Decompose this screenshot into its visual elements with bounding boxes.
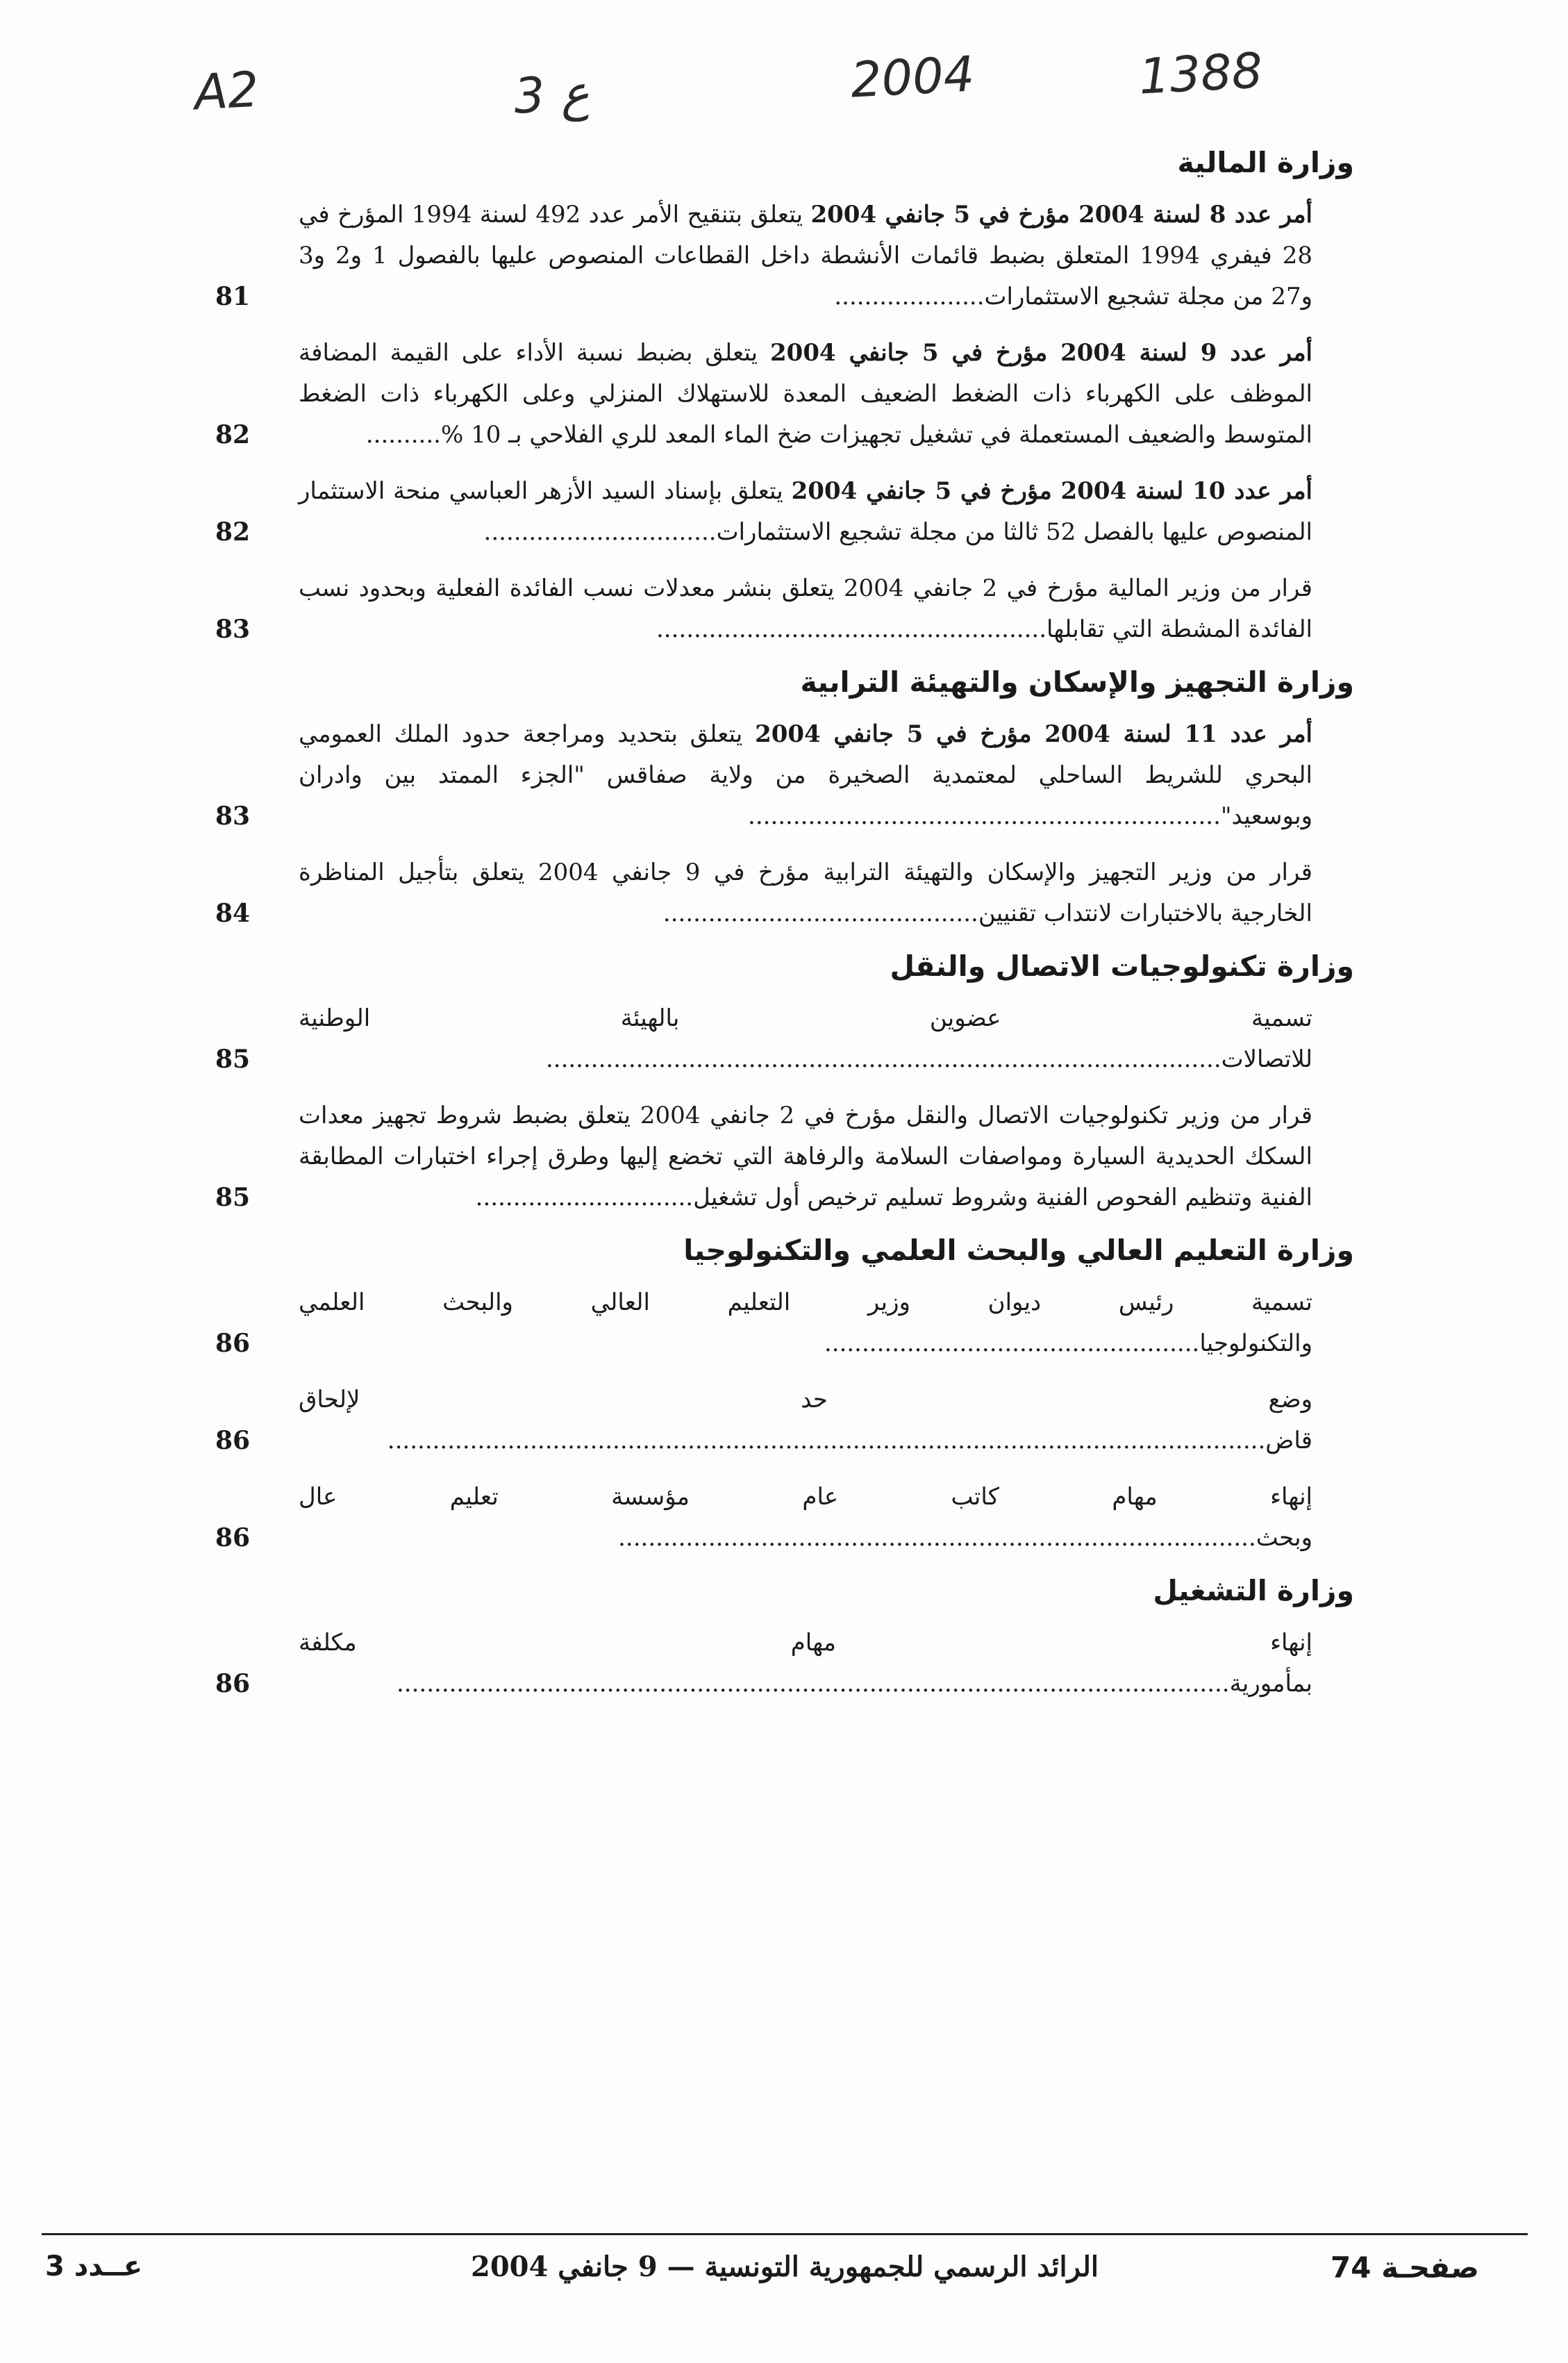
entry-page-number: 82 [215, 517, 251, 547]
toc-entry [187, 1623, 1354, 1705]
entry-text [299, 1379, 1312, 1461]
entry-text [299, 1095, 1312, 1218]
handwritten-note-3: 2004 [849, 45, 976, 109]
dot-leader: ............................................................... [748, 802, 1221, 830]
entry-text [299, 471, 1312, 553]
entry-text [299, 852, 1312, 934]
handwritten-note-1: A2 [192, 60, 260, 122]
entry-page-number: 86 [215, 1329, 251, 1358]
entry-description: يتعلق بتحديد ومراجعة حدود الملك العمومي البحري للشريط الساحلي لمعتمدية الصخيرة من ولاية صفاقس "الجزء الممتد بين وادران وبوسعيد" [299, 720, 1312, 830]
entry-description: يتعلق بضبط نسبة الأداء على القيمة المضافة الموظف على الكهرباء ذات الضغط الضعيف المعدة للاستهلاك المنزلي وعلى الكهرباء ذات الضغط المتوسط والضعيف المستعملة في تشغيل تجهيزات ضخ الماء المعد للري الفلاحي بـ 10 % [299, 339, 1312, 449]
table-of-contents [187, 146, 1354, 1720]
dot-leader: .......... [365, 421, 441, 449]
entry-text [299, 1282, 1312, 1364]
toc-entry [187, 1095, 1354, 1218]
entry-description: قرار من وزير التجهيز والإسكان والتهيئة الترابية مؤرخ في 9 جانفي 2004 يتعلق بتأجيل المناظرة الخارجية بالاختبارات لانتداب تقنيين [299, 859, 1313, 927]
dot-leader: .......................................................................................... [545, 1045, 1221, 1073]
entry-page-number: 81 [215, 282, 251, 311]
page-footer [42, 2250, 1528, 2299]
ministry-title: وزارة المالية [1177, 146, 1354, 179]
ministry-title: وزارة التعليم العالي والبحث العلمي والتكنولوجيا [683, 1234, 1354, 1267]
dot-leader: ............................... [483, 518, 717, 546]
dot-leader: .................... [834, 283, 985, 310]
entry-text [299, 1477, 1312, 1559]
entry-text [299, 194, 1312, 317]
entry-description: إنهاء مهام كاتب عام مؤسسة تعليم عال وبحث [299, 1483, 1312, 1552]
dot-leader: ..................................................................................................................... [387, 1427, 1266, 1454]
decree-reference: أمر عدد 8 لسنة 2004 مؤرخ في 5 جانفي 2004 [810, 201, 1312, 229]
ministry-title: وزارة التجهيز والإسكان والتهيئة الترابية [800, 665, 1354, 699]
entry-text [299, 568, 1312, 650]
entry-page-number: 86 [215, 1523, 251, 1552]
footer-divider [42, 2233, 1528, 2235]
dot-leader: .......................................... [662, 899, 978, 927]
ministry-section [187, 1234, 1354, 1559]
toc-entry [187, 471, 1354, 553]
page-number: صفحـة 74 [1331, 2250, 1479, 2285]
entry-text [299, 998, 1312, 1080]
toc-entry [187, 998, 1354, 1080]
ministry-section [187, 146, 1354, 650]
entry-description: تسمية عضوين بالهيئة الوطنية للاتصالات [299, 1004, 1312, 1073]
decree-reference: أمر عدد 11 لسنة 2004 مؤرخ في 5 جانفي 2004 [755, 720, 1312, 748]
entry-description: إنهاء مهام مكلفة بمأمورية [299, 1629, 1312, 1698]
entry-page-number: 85 [215, 1183, 251, 1212]
ministry-title: وزارة التشغيل [1153, 1574, 1354, 1607]
entry-page-number: 83 [215, 802, 251, 831]
entry-description: يتعلق بإسناد السيد الأزهر العباسي منحة الاستثمار المنصوص عليها بالفصل 52 ثالثا من مجلة تشجيع الاستثمارات [299, 477, 1312, 546]
handwritten-note-4: 1388 [1137, 42, 1265, 106]
entry-page-number: 86 [215, 1669, 251, 1698]
dot-leader: .................................................. [824, 1329, 1200, 1357]
toc-entry [187, 333, 1354, 456]
entry-page-number: 86 [215, 1426, 251, 1455]
entry-description: وضع حد لإلحاق قاض [299, 1386, 1312, 1454]
handwritten-notes [0, 42, 1568, 139]
issue-number: عــدد 3 [45, 2250, 143, 2282]
toc-entry [187, 852, 1354, 934]
toc-entry [187, 1477, 1354, 1559]
entry-text [299, 333, 1312, 456]
entry-page-number: 83 [215, 615, 251, 644]
entry-description: قرار من وزير تكنولوجيات الاتصال والنقل مؤرخ في 2 جانفي 2004 يتعلق بضبط شروط تجهيز معدات السكك الحديدية السيارة ومواصفات السلامة والرفاهة التي تخضع إليها وطرق إجراء اختبارات المطابقة الفنية وتنظيم الفحوص الفنية وشروط تسليم ترخيص أول تشغيل [299, 1102, 1313, 1211]
entry-text [299, 714, 1312, 837]
entry-page-number: 82 [215, 420, 251, 449]
toc-entry [187, 1379, 1354, 1461]
dot-leader: .................................................... [656, 615, 1046, 643]
entry-page-number: 84 [215, 899, 251, 928]
toc-entry [187, 194, 1354, 317]
entry-page-number: 85 [215, 1045, 251, 1074]
ministry-section [187, 950, 1354, 1218]
dot-leader: ..................................................................................... [618, 1524, 1256, 1552]
decree-reference: أمر عدد 10 لسنة 2004 مؤرخ في 5 جانفي 2004 [791, 477, 1312, 505]
ministry-section [187, 1574, 1354, 1705]
dot-leader: ............................................................................................................... [396, 1670, 1230, 1698]
entry-description: يتعلق بتنقيح الأمر عدد 492 لسنة 1994 المؤرخ في 28 فيفري 1994 المتعلق بضبط قائمات الأنشطة داخل القطاعات المنصوص عليها بالفصول 1 و2 و3 و27 من مجلة تشجيع الاستثمارات [299, 201, 1312, 310]
ministry-title: وزارة تكنولوجيات الاتصال والنقل [890, 950, 1354, 983]
journal-title: الرائد الرسمي للجمهورية التونسية — 9 جانفي 2004 [471, 2250, 1099, 2283]
entry-description: تسمية رئيس ديوان وزير التعليم العالي والبحث العلمي والتكنولوجيا [299, 1288, 1312, 1357]
toc-entry [187, 568, 1354, 650]
entry-description: قرار من وزير المالية مؤرخ في 2 جانفي 2004 يتعلق بنشر معدلات نسب الفائدة الفعلية وبحدود نسب الفائدة المشطة التي تقابلها [299, 574, 1313, 643]
toc-entry [187, 714, 1354, 837]
handwritten-note-2: 3 ع [512, 64, 591, 125]
dot-leader: ............................. [475, 1184, 694, 1211]
entry-text [299, 1623, 1312, 1705]
toc-entry [187, 1282, 1354, 1364]
decree-reference: أمر عدد 9 لسنة 2004 مؤرخ في 5 جانفي 2004 [770, 339, 1312, 367]
ministry-section [187, 665, 1354, 934]
